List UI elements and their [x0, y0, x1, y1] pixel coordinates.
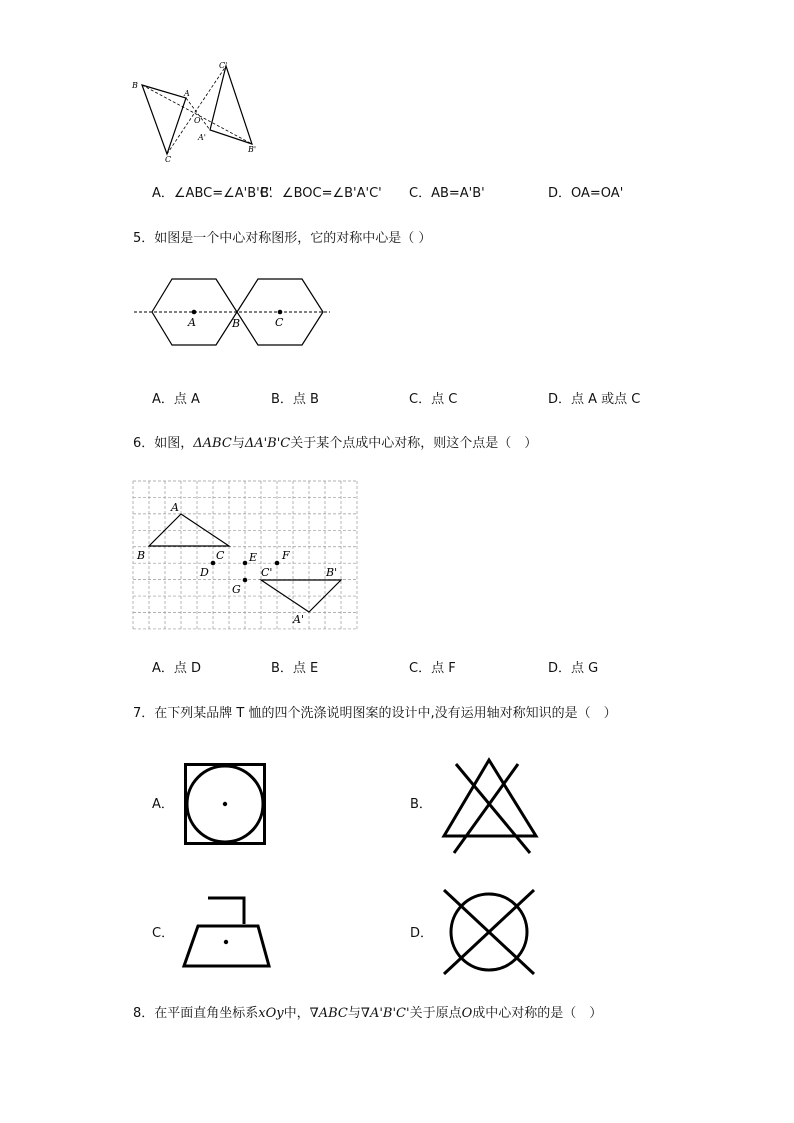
q4-option-c[interactable]: C．AB=A'B'	[409, 186, 485, 201]
q5-question: 5．如图是一个中心对称图形，它的对称中心是（ ）	[133, 231, 432, 246]
q4-label-A-prime: A'	[198, 133, 206, 142]
q7-option-c[interactable]: C．	[152, 926, 175, 941]
q8-triangle-2: ∇A'B'C'	[360, 1006, 410, 1021]
q7-option-a[interactable]: A．	[152, 797, 174, 812]
q6-label-C-prime: C'	[261, 566, 273, 579]
q5-option-a[interactable]: A．点 A	[152, 392, 200, 407]
q5-option-c[interactable]: C．点 C	[409, 392, 458, 407]
q6-triangle-2: ΔA'B'C	[244, 436, 291, 451]
q7-option-b-bleach-symbol	[438, 756, 542, 856]
q4-label-B: B	[132, 81, 138, 90]
q7-option-a-wash-symbol	[184, 763, 266, 845]
q8-prefix: 8．在平面直角坐标系	[133, 1006, 259, 1021]
q7-option-d-no-wash-symbol	[440, 886, 538, 978]
q7-option-b[interactable]: B．	[410, 797, 432, 812]
q4-label-O: O	[194, 116, 201, 125]
q4-label-C-prime: C'	[219, 61, 228, 70]
q6-label-B-prime: B'	[326, 566, 338, 579]
q8-question	[133, 1006, 602, 1022]
q4-option-a[interactable]: A．∠ABC=∠A'B'C'	[152, 186, 273, 201]
q6-option-b[interactable]: B．点 E	[271, 661, 319, 676]
q7-question: 7．在下列某品牌 T 恤的四个洗涤说明图案的设计中,没有运用轴对称知识的是（ ）	[133, 706, 617, 721]
q8-mid1: 中，	[283, 1006, 310, 1021]
q6-label-F: F	[282, 549, 290, 562]
q6-prefix: 6．如图，	[133, 436, 194, 451]
q6-triangle-1: ΔABC	[193, 436, 232, 451]
q5-label-C: C	[275, 316, 284, 329]
q7-option-c-iron-symbol	[181, 894, 273, 968]
q5-figure	[130, 272, 340, 352]
q6-question	[133, 436, 537, 452]
q4-figure	[126, 58, 266, 168]
q6-label-G: G	[232, 583, 241, 596]
q8-mid3: 关于原点	[409, 1006, 462, 1021]
q4-label-A: A	[184, 89, 190, 98]
q4-option-b[interactable]: B．∠BOC=∠B'A'C'	[260, 186, 382, 201]
q5-option-b[interactable]: B．点 B	[271, 392, 319, 407]
q5-label-A: A	[188, 316, 196, 329]
q6-label-B: B	[137, 549, 146, 562]
q6-mid: 与	[231, 436, 245, 451]
q6-label-A-prime: A'	[293, 613, 304, 626]
q8-xoy: xOy	[258, 1006, 284, 1021]
q8-triangle-1: ∇ABC	[309, 1006, 348, 1021]
q8-suffix: 成中心对称的是（ ）	[472, 1006, 603, 1021]
q6-label-E: E	[249, 551, 258, 564]
q4-label-C: C	[165, 155, 172, 164]
q6-label-A: A	[171, 501, 179, 514]
q5-label-B: B	[232, 317, 241, 330]
q6-label-D: D	[200, 566, 209, 579]
q8-mid2: 与	[347, 1006, 361, 1021]
q5-option-d[interactable]: D．点 A 或点 C	[548, 392, 641, 407]
q8-origin: O	[461, 1006, 473, 1021]
q6-suffix: 关于某个点成中心对称，则这个点是（ ）	[290, 436, 538, 451]
q6-label-C: C	[216, 549, 225, 562]
q6-option-a[interactable]: A．点 D	[152, 661, 202, 676]
q6-grid-figure	[133, 481, 357, 629]
q4-option-d[interactable]: D．OA=OA'	[548, 186, 624, 201]
q4-label-B-prime: B'	[248, 145, 257, 154]
q6-option-c[interactable]: C．点 F	[409, 661, 456, 676]
q6-option-d[interactable]: D．点 G	[548, 661, 599, 676]
q7-option-d[interactable]: D．	[410, 926, 434, 941]
